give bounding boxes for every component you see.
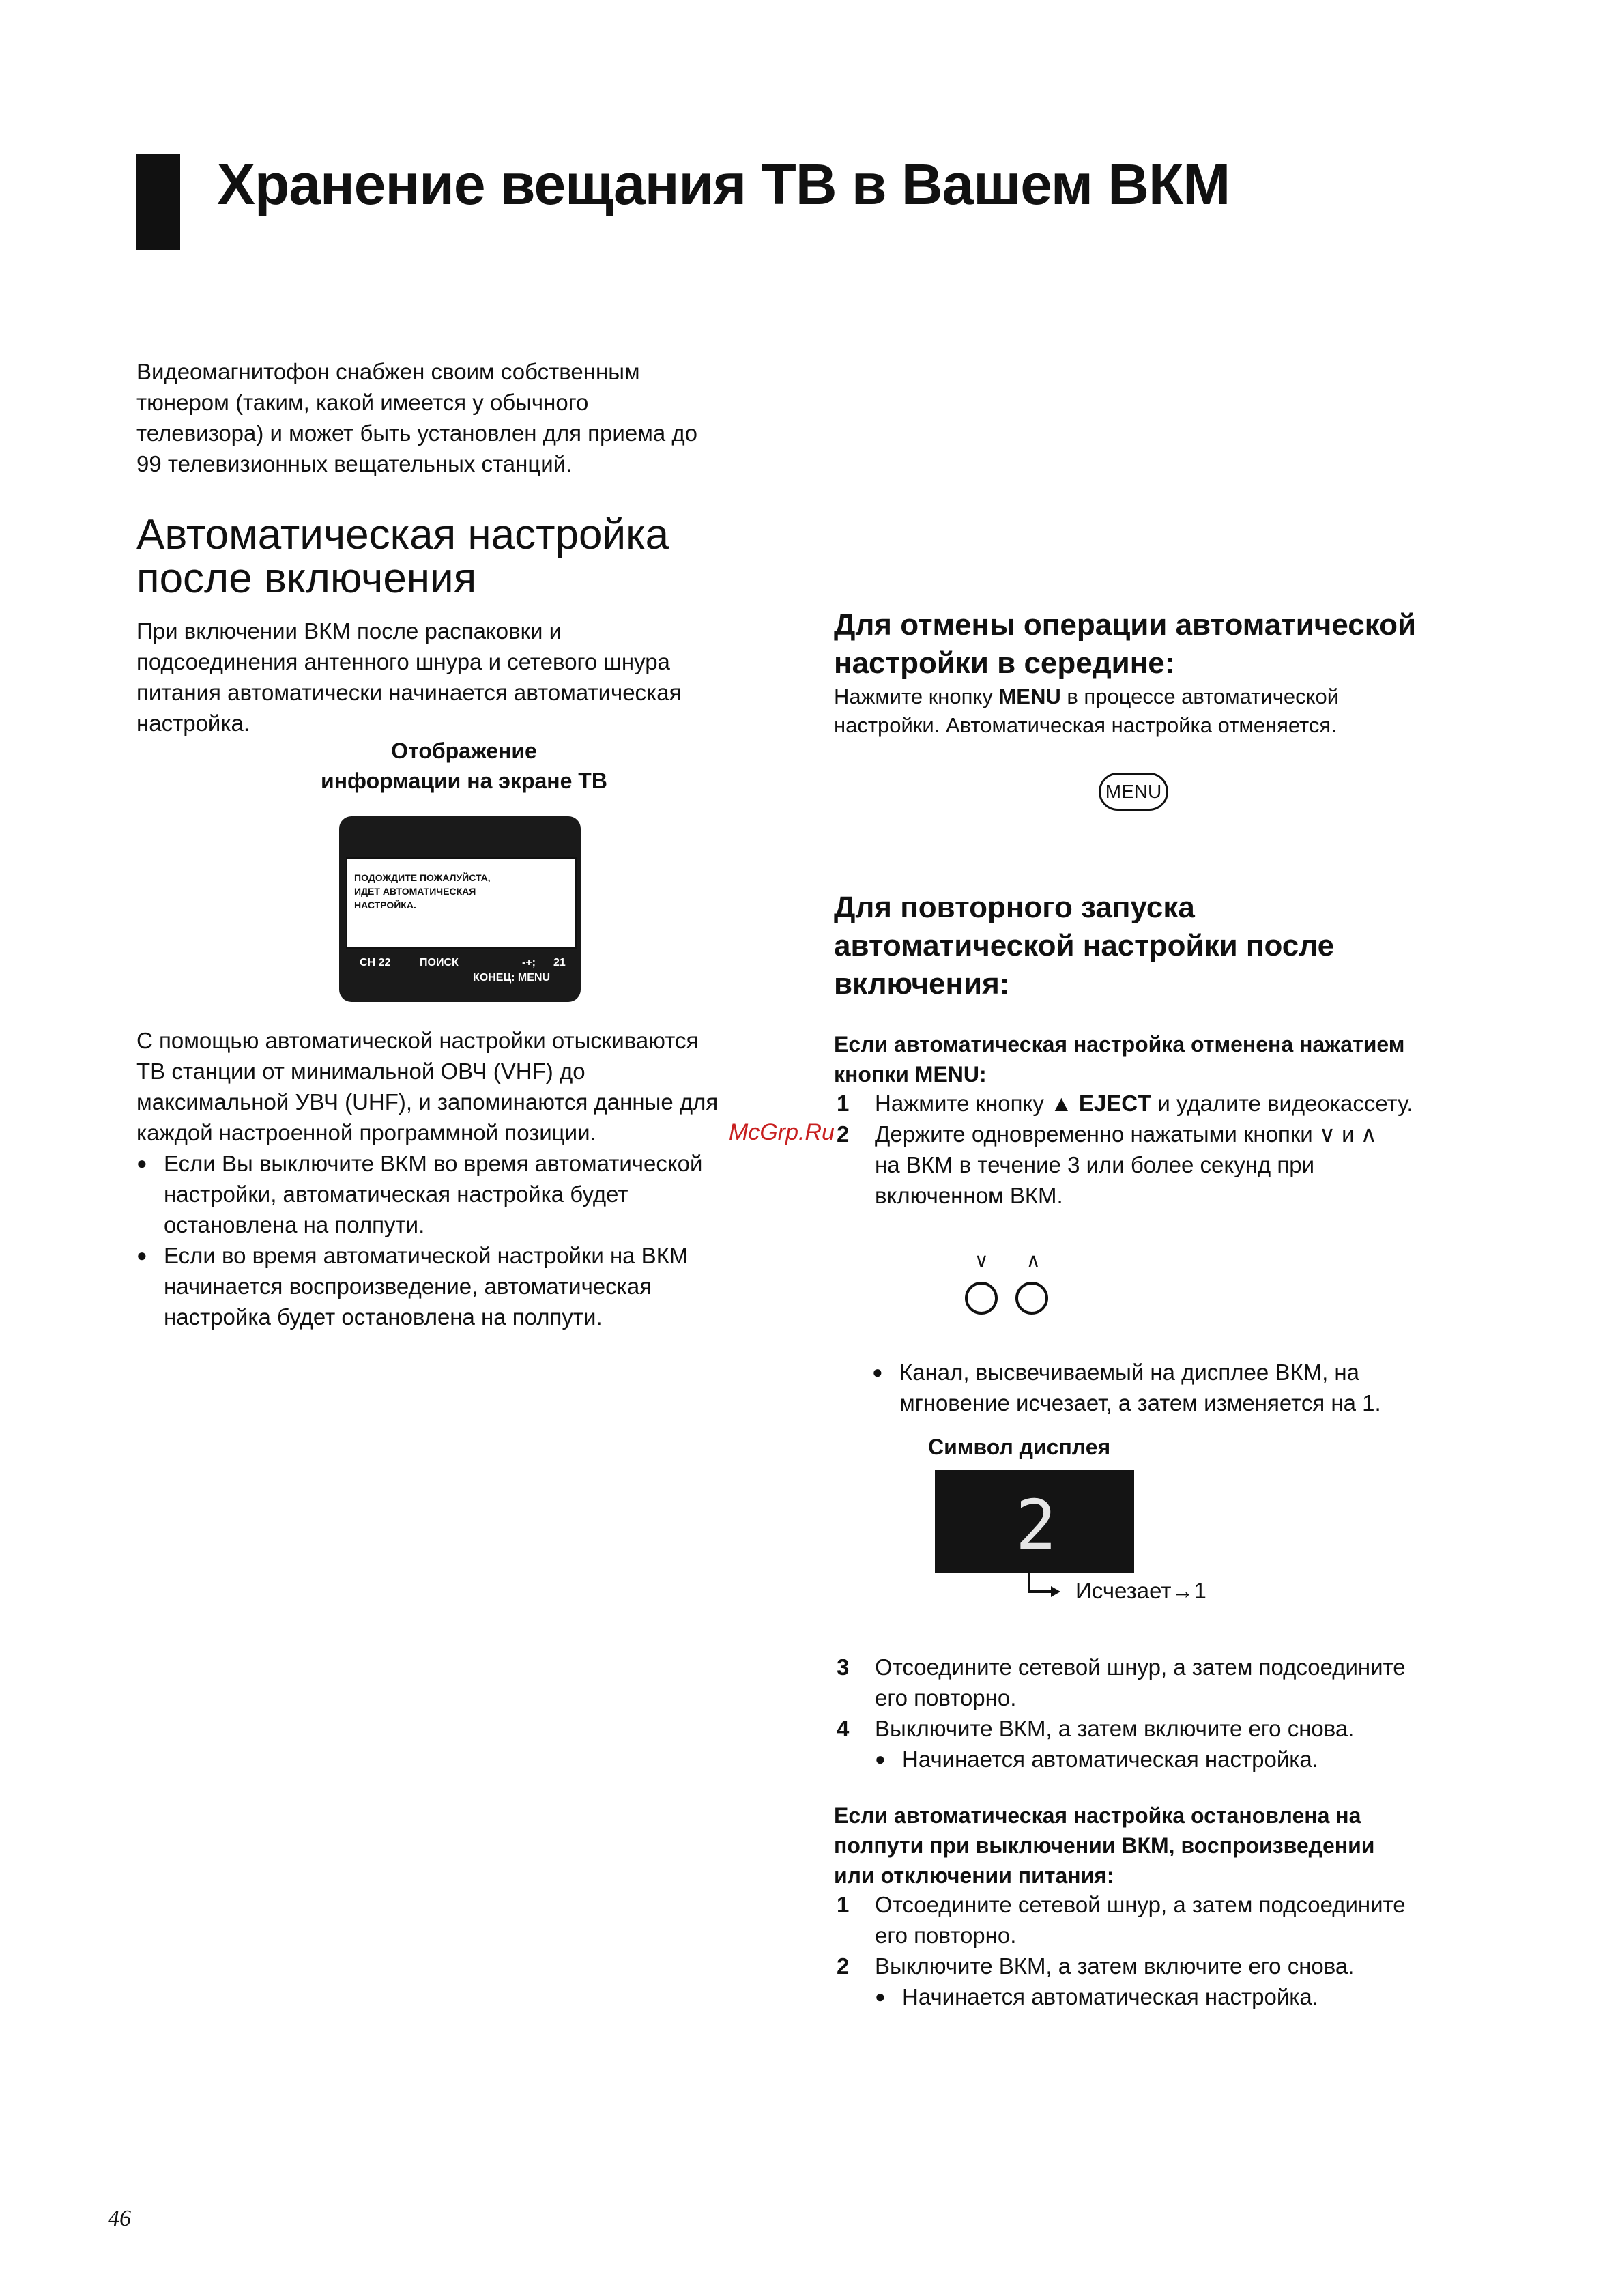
tv-channel: CH 22: [360, 957, 391, 968]
restart-steps-b: 3 Отсоедините сетевой шнур, а затем подсоедините его повторно. 4 Выключите ВКМ, а затем включите его снова. ● Начинается автоматическая настройка.: [875, 1652, 1406, 1775]
vcr-display-illustration: [935, 1470, 1134, 1573]
display-caption: Символ дисплея: [928, 1435, 1111, 1459]
tv-message-line: ПОДОЖДИТЕ ПОЖАЛУЙСТА,: [354, 872, 491, 883]
channel-down-button-icon: [965, 1282, 998, 1315]
auto-para2: С помощью автоматической настройки отыскиваются ТВ станции от минимальной ОВЧ (VHF) до максимальной УВЧ (UHF), и запоминаются данные для каждой настроенной программной позиции.: [136, 1028, 719, 1145]
display-note: Исчезает→1: [1075, 1578, 1206, 1603]
tv-screen-illustration: [339, 816, 581, 1002]
tv-arrows: -+;: [522, 957, 536, 968]
section-heading-restart: Для повторного запуска автоматической настройки после включения:: [834, 891, 1335, 1001]
bullet-item: ● Если Вы выключите ВКМ во время автоматической: [164, 1148, 702, 1179]
auto-body: При включении ВКМ после распаковки и подсоединения антенного шнура и сетевого шнура питания автоматически начинается автоматическая настройка.: [136, 618, 682, 736]
page-number: 46: [108, 2206, 131, 2231]
channel-bullet: ● Канал, высвечиваемый на дисплее ВКМ, на мгновение исчезает, а затем изменяется на 1.: [899, 1357, 1381, 1418]
intro-paragraph: Видеомагнитофон снабжен своим собственным тюнером (таким, какой имеется у обычного телевизора) и может быть установлен для приема до 99 телевизионных вещательных станций.: [136, 359, 697, 476]
tv-number: 21: [553, 957, 566, 968]
bullet-item: ● Если во время автоматической настройки на ВКМ: [164, 1240, 702, 1271]
menu-button-icon: MENU: [1099, 773, 1168, 811]
channel-up-button-icon: [1015, 1282, 1048, 1315]
restart-steps-a: 1 Нажмите кнопку ▲ EJECT и удалите видеокассету. 2 Держите одновременно нажатыми кнопки ∨ и ∧ на ВКМ в течение 3 или более секунд при включенном ВКМ.: [837, 1091, 1413, 1208]
subheading-menu-cancel: Если автоматическая настройка отменена нажатием кнопки MENU:: [834, 1032, 1405, 1087]
tv-message-line: ИДЕТ АВТОМАТИЧЕСКАЯ: [354, 886, 476, 897]
arrow-connector-icon: [1024, 1570, 1065, 1600]
section-heading-cancel: Для отмены операции автоматической настройки в середине:: [834, 608, 1417, 680]
watermark: McGrp.Ru: [729, 1119, 835, 1145]
tv-search: ПОИСК: [420, 957, 459, 968]
page-title: Хранение вещания ТВ в Вашем ВКМ: [217, 152, 1230, 216]
tv-message-line: НАСТРОЙКА.: [354, 900, 416, 910]
down-arrow-label: ∨: [974, 1250, 989, 1271]
cancel-body: Нажмите кнопку MENU в процессе автоматической настройки. Автоматическая настройка отменяется.: [834, 685, 1340, 737]
auto-bullets: ● Если Вы выключите ВКМ во время автоматической настройки, автоматическая настройка будет остановлена на полпути. ● Если во время автоматической настройки на ВКМ начинается воспроизведение, автоматическая настройка будет остановлена на полпути.: [164, 1148, 702, 1332]
tv-message-box: [346, 857, 577, 949]
display-digit: 2: [1015, 1485, 1057, 1565]
tv-end-menu: КОНЕЦ: MENU: [473, 972, 551, 984]
tv-caption: Отображение информации на экране ТВ: [321, 738, 607, 793]
section-heading-auto: Автоматическая настройка после включения: [136, 511, 669, 602]
up-arrow-label: ∧: [1026, 1250, 1041, 1271]
subheading-power-off: Если автоматическая настройка остановлена на полпути при выключении ВКМ, воспроизведении или отключении питания:: [834, 1803, 1375, 1888]
restart-steps-c: 1 Отсоедините сетевой шнур, а затем подсоедините его повторно. 2 Выключите ВКМ, а затем включите его снова. ● Начинается автоматическая настройка.: [875, 1889, 1406, 2012]
title-bar-marker: [136, 154, 180, 250]
